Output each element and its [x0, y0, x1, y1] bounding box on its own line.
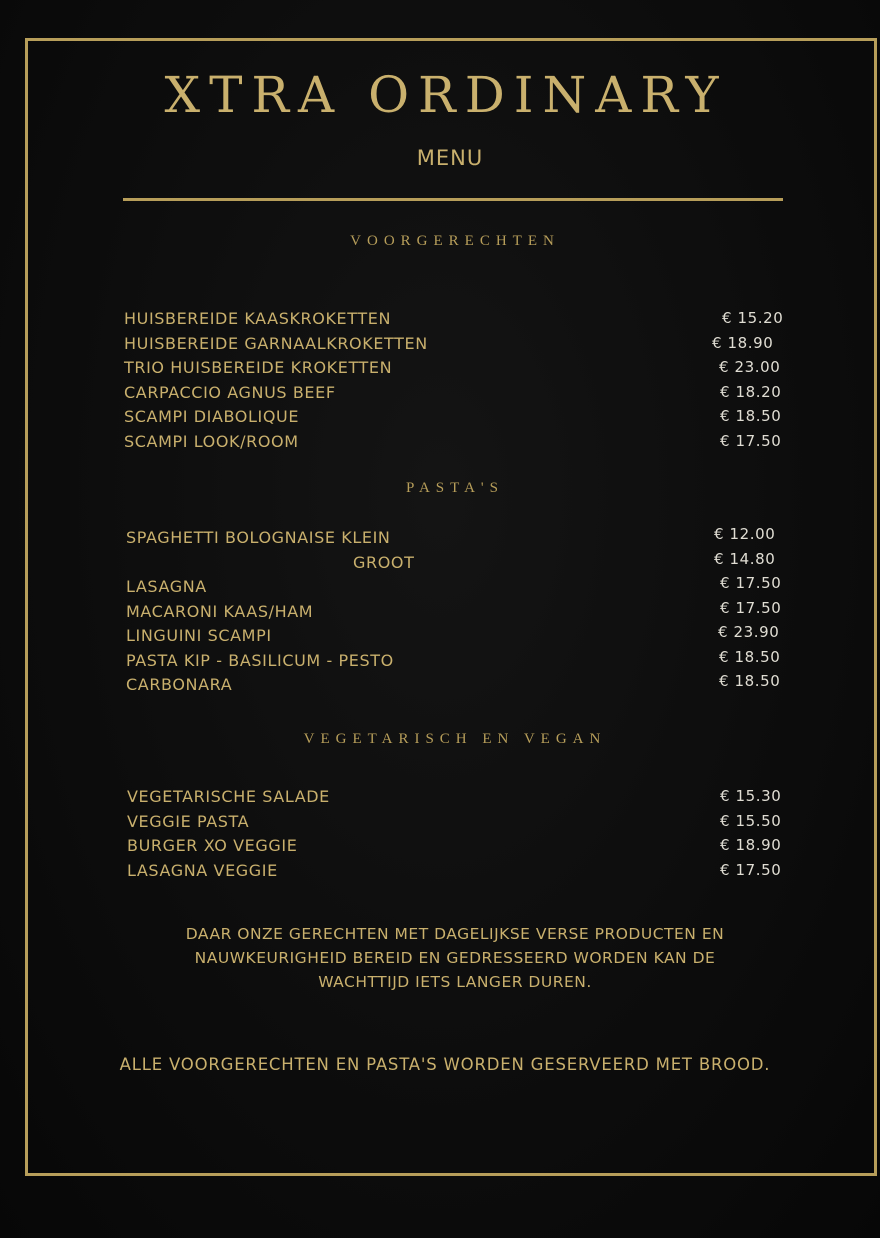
restaurant-title: XTRA ORDINARY: [164, 66, 728, 124]
menu-item: [127, 812, 787, 837]
item-name: VEGETARISCHE SALADE: [127, 787, 330, 806]
item-price: € 12.00: [714, 525, 776, 543]
section-items-vegetarisch: [127, 787, 787, 885]
item-name: MACARONI KAAS/HAM: [126, 601, 314, 621]
item-name: HUISBEREIDE KAASKROKETTEN: [124, 309, 392, 328]
menu-item: [124, 383, 784, 408]
item-name: SCAMPI LOOK/ROOM: [124, 431, 299, 451]
item-price: € 17.50: [720, 860, 782, 879]
menu-item: [126, 525, 786, 553]
item-name: LASAGNA VEGGIE: [127, 860, 278, 880]
item-name: BURGER XO VEGGIE: [127, 836, 298, 855]
item-price: € 17.50: [720, 598, 782, 617]
menu-item: [126, 549, 786, 578]
menu-item: [126, 574, 786, 602]
item-price: € 18.90: [720, 836, 782, 854]
menu-item: [124, 309, 784, 334]
menu-item: [126, 598, 786, 627]
item-price: € 17.50: [720, 574, 782, 592]
item-price: € 18.50: [720, 407, 782, 425]
item-name: PASTA KIP - BASILICUM - PESTO: [126, 650, 394, 670]
header-divider: [123, 198, 783, 201]
item-name: SPAGHETTI BOLOGNAISE KLEIN: [126, 528, 391, 547]
item-price: € 18.50: [719, 647, 781, 666]
item-price: € 14.80: [714, 549, 776, 568]
item-price: € 17.50: [720, 431, 782, 450]
menu-subtitle: MENU: [416, 146, 484, 170]
menu-item: [124, 334, 784, 359]
menu-item: [124, 358, 784, 383]
item-price: € 18.50: [719, 672, 781, 690]
item-name: LINGUINI SCAMPI: [126, 626, 272, 645]
item-name: VEGGIE PASTA: [127, 811, 250, 831]
menu-item: [127, 836, 787, 861]
item-name: LASAGNA: [126, 577, 207, 596]
waiting-time-note: DAAR ONZE GERECHTEN MET DAGELIJKSE VERSE PRODUCTEN EN NAUWKEURIGHEID BEREID EN GEDRESSEERD WORDEN KAN DE WACHTTIJD IETS LANGER DUREN.: [185, 925, 725, 991]
item-name: GROOT: [353, 552, 415, 572]
item-price: € 23.00: [719, 358, 781, 376]
section-title-vegetarisch: VEGETARISCH EN VEGAN: [303, 731, 607, 747]
item-price: € 23.90: [718, 623, 780, 641]
menu-item: [124, 407, 784, 432]
bread-footer-note: ALLE VOORGERECHTEN EN PASTA'S WORDEN GESERVEERD MET BROOD.: [119, 1055, 771, 1074]
menu-item: [127, 787, 787, 812]
section-title-voorgerechten: VOORGERECHTEN: [350, 233, 560, 249]
item-name: CARPACCIO AGNUS BEEF: [124, 382, 336, 402]
item-name: CARBONARA: [126, 675, 233, 694]
menu-item: [126, 623, 786, 651]
item-price: € 18.20: [720, 382, 782, 401]
menu-item: [126, 647, 786, 676]
item-price: € 15.30: [720, 787, 782, 805]
item-price: € 15.20: [722, 309, 784, 327]
item-name: HUISBEREIDE GARNAALKROKETTEN: [124, 333, 428, 353]
item-name: TRIO HUISBEREIDE KROKETTEN: [124, 358, 393, 377]
section-title-pastas: PASTA'S: [406, 480, 504, 496]
menu-item: [126, 672, 786, 700]
section-items-voorgerechten: [124, 309, 784, 456]
section-items-pastas: [126, 525, 786, 700]
item-name: SCAMPI DIABOLIQUE: [124, 407, 300, 426]
item-price: € 15.50: [720, 811, 782, 830]
menu-item: [127, 861, 787, 886]
item-price: € 18.90: [712, 333, 774, 352]
menu-item: [124, 432, 784, 457]
